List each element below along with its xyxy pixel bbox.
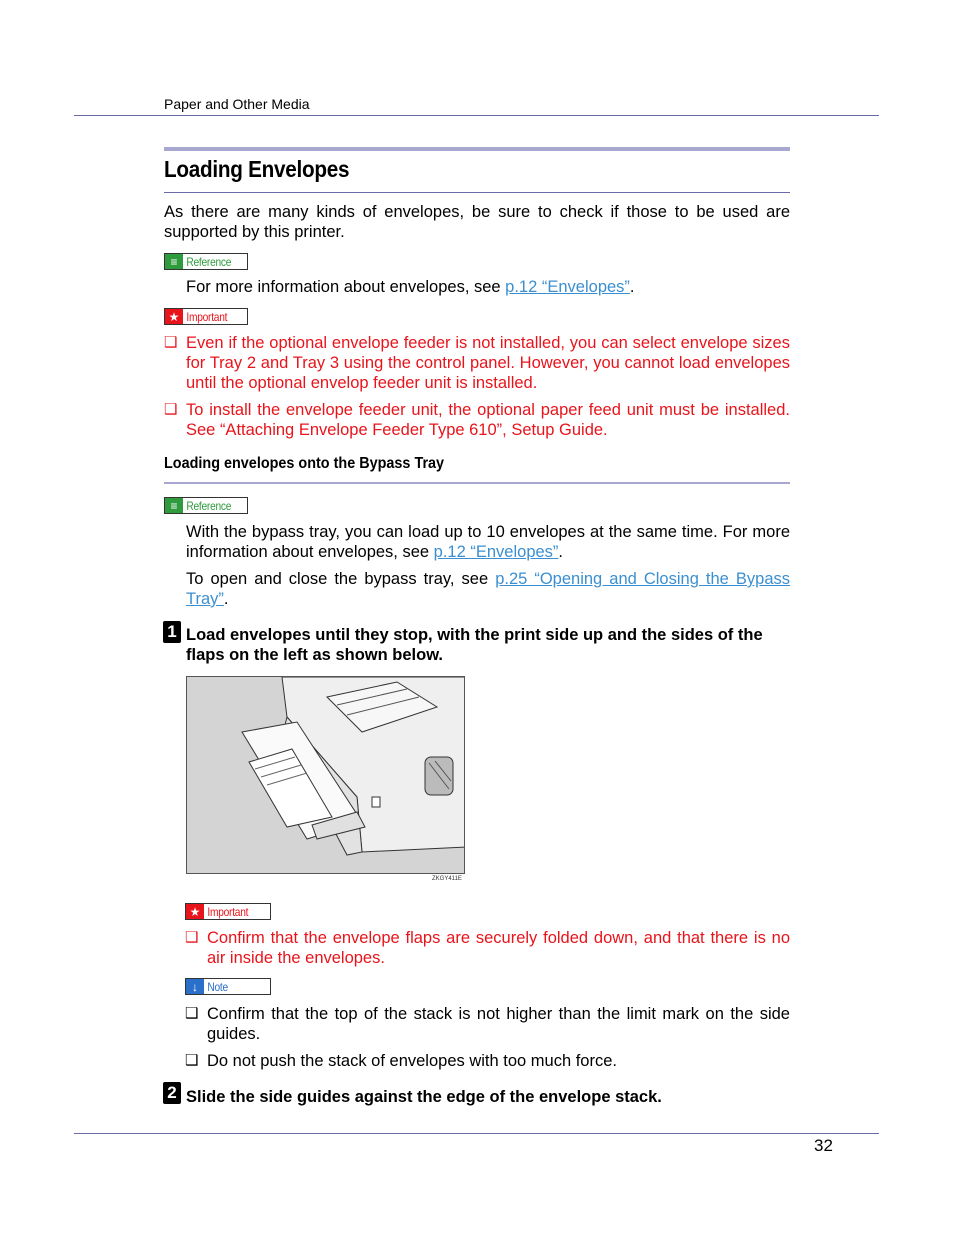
- important-badge: ★ Important: [164, 308, 248, 325]
- reference-paragraph: For more information about envelopes, see p.12 “Envelopes”.: [186, 278, 635, 296]
- reference-icon: ≡: [165, 498, 183, 513]
- printer-drawing: [187, 677, 465, 874]
- subheading: Loading envelopes onto the Bypass Tray: [164, 455, 445, 472]
- title-top-rule: [164, 147, 790, 151]
- running-header: Paper and Other Media: [164, 96, 310, 112]
- reference-paragraph: With the bypass tray, you can load up to 10 envelopes at the same time. For more information about envelopes, see p.12 “Envelopes”.: [186, 523, 790, 561]
- checkbox-icon: ❑: [185, 1005, 199, 1022]
- page-title: Loading Envelopes: [164, 156, 350, 182]
- figure-caption: ZKGY411E: [432, 876, 462, 882]
- note-item: Do not push the stack of envelopes with too much force.: [207, 1052, 617, 1070]
- header-rule: [74, 115, 879, 116]
- star-icon: ★: [165, 309, 183, 324]
- reference-paragraph: To open and close the bypass tray, see p.25 “Opening and Closing the Bypass Tray”.: [186, 570, 791, 608]
- page-number: 32: [814, 1136, 833, 1155]
- step-number: 1: [163, 621, 181, 643]
- reference-badge: ≡ Reference: [164, 253, 248, 270]
- note-badge: ↓ Note: [185, 978, 271, 995]
- printer-illustration: [186, 676, 465, 874]
- checkbox-icon: ❑: [164, 334, 178, 351]
- footer-rule: [74, 1133, 879, 1134]
- star-icon: ★: [186, 904, 204, 919]
- reference-badge: ≡ Reference: [164, 497, 248, 514]
- envelopes-link[interactable]: p.12 “Envelopes”: [433, 543, 559, 561]
- subheading-rule: [164, 482, 790, 484]
- important-item: Confirm that the envelope flaps are securely folded down, and that there is no air inside the envelopes.: [207, 929, 790, 967]
- important-item: Even if the optional envelope feeder is not installed, you can select envelope sizes for Tray 2 and Tray 3 using the control panel. However, you cannot load envelopes until the optional envelop feeder unit is installed.: [186, 334, 790, 392]
- reference-icon: ≡: [165, 254, 183, 269]
- checkbox-icon: ❑: [164, 401, 178, 418]
- bypass-tray-link[interactable]: p.25 “Opening and Closing the Bypass Tray”: [186, 570, 791, 608]
- checkbox-icon: ❑: [185, 1052, 199, 1069]
- intro-paragraph: As there are many kinds of envelopes, be sure to check if those to be used are supported by this printer.: [164, 203, 790, 241]
- checkbox-icon: ❑: [185, 929, 199, 946]
- step-text: Load envelopes until they stop, with the print side up and the sides of the flaps on the left as shown below.: [186, 626, 763, 664]
- step-text: Slide the side guides against the edge of the envelope stack.: [186, 1088, 662, 1106]
- important-badge: ★ Important: [185, 903, 271, 920]
- envelopes-link[interactable]: p.12 “Envelopes”: [505, 278, 630, 296]
- step-number: 2: [163, 1082, 181, 1104]
- arrow-down-icon: ↓: [186, 979, 204, 994]
- important-item: To install the envelope feeder unit, the optional paper feed unit must be installed. See “Attaching Envelope Feeder Type 610”, Setup Guide.: [186, 401, 790, 439]
- title-bottom-rule: [164, 192, 790, 193]
- note-item: Confirm that the top of the stack is not higher than the limit mark on the side guides.: [207, 1005, 790, 1043]
